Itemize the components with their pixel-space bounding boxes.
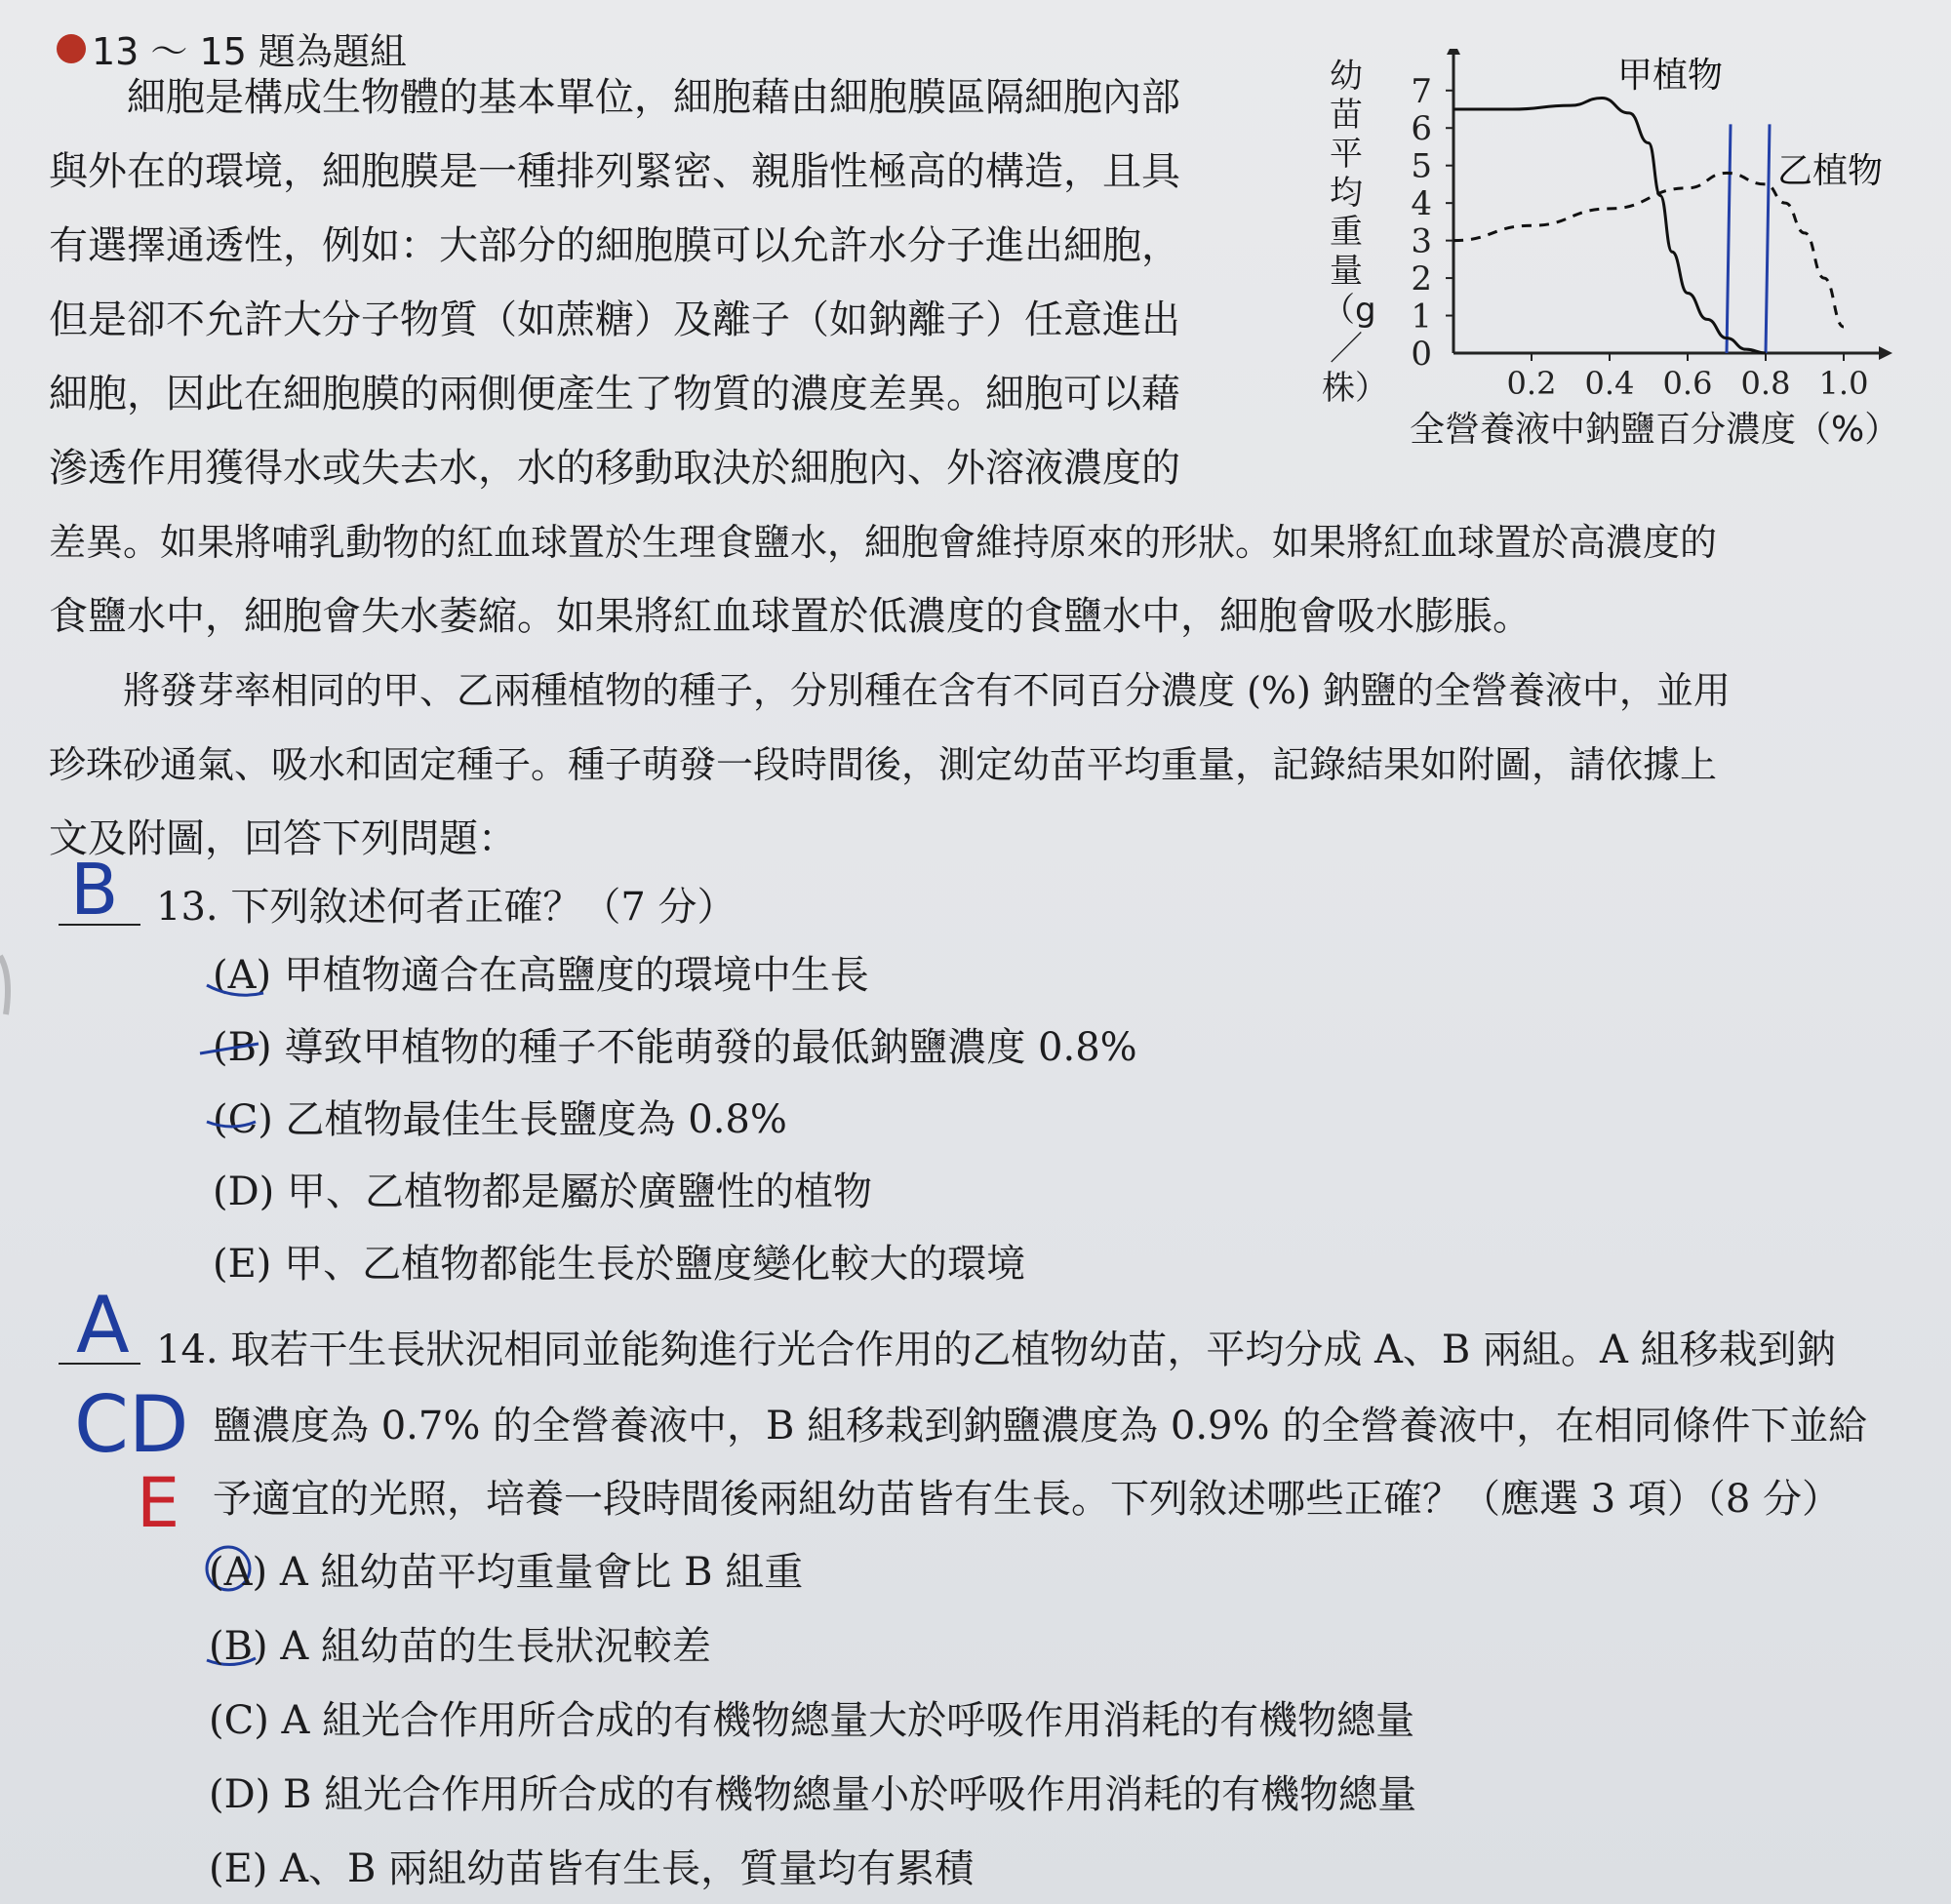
- q14-option-b[interactable]: (B) A 組幼苗的生長狀況較差: [209, 1624, 711, 1669]
- strike-mark: [207, 1122, 256, 1127]
- q14-option-e[interactable]: (E) A、B 兩組幼苗皆有生長，質量均有累積: [209, 1846, 975, 1891]
- q14-stem-line-1: 14. 取若干生長狀況相同並能夠進行光合作用的乙植物幼苗，平均分成 A、B 兩組。A 組移栽到鈉: [156, 1328, 1836, 1372]
- passage-line: 有選擇通透性，例如：大部分的細胞膜可以允許水分子進出細胞，: [49, 223, 1180, 268]
- q14-option-a[interactable]: (A) A 組幼苗平均重量會比 B 組重: [209, 1550, 804, 1595]
- passage-line: 文及附圖，回答下列問題：: [49, 816, 517, 861]
- q14-handwritten-correction: CD: [74, 1379, 189, 1470]
- x-tick-label: 0.4: [1584, 365, 1635, 402]
- q13-option-a[interactable]: (A) 甲植物適合在高鹽度的環境中生長: [213, 953, 869, 998]
- q14-stem-line-3: 予適宜的光照，培養一段時間後兩組幼苗皆有生長。下列敘述哪些正確？（應選 3 項）（8 分）: [213, 1477, 1842, 1522]
- q13-option-c[interactable]: (C) 乙植物最佳生長鹽度為 0.8%: [213, 1097, 787, 1142]
- y-tick-label: 4: [1411, 184, 1432, 224]
- passage-line: 滲透作用獲得水或失去水，水的移動取決於細胞內、外溶液濃度的: [49, 446, 1180, 491]
- chart-y-axis-label: 幼苗平均重量（g／株）: [1322, 57, 1388, 408]
- strike-mark: [200, 1044, 259, 1053]
- chart-x-axis-label: 全營養液中鈉鹽百分濃度（%）: [1410, 410, 1900, 450]
- passage-line: 食鹽水中，細胞會失水萎縮。如果將紅血球置於低濃度的食鹽水中，細胞會吸水膨脹。: [49, 594, 1532, 639]
- y-tick-label: 0: [1411, 335, 1432, 374]
- series-label-jia: 甲植物: [1617, 55, 1724, 96]
- q14-handwritten-answer: A: [76, 1280, 130, 1370]
- passage-line: 細胞是構成生物體的基本單位，細胞藉由細胞膜區隔細胞內部: [49, 75, 1180, 120]
- strike-mark: [207, 985, 263, 995]
- q14-handwritten-correction-red: E: [137, 1463, 180, 1543]
- y-tick-label: 1: [1411, 297, 1432, 337]
- q14-stem-line-2: 鹽濃度為 0.7% 的全營養液中，B 組移栽到鈉鹽濃度為 0.9% 的全營養液中，在相同條件下並給: [213, 1404, 1868, 1448]
- y-tick-label: 6: [1411, 109, 1432, 149]
- y-tick-label: 7: [1411, 71, 1432, 111]
- series-label-yi: 乙植物: [1777, 151, 1884, 191]
- passage-line: 但是卻不允許大分子物質（如蔗糖）及離子（如鈉離子）任意進出: [49, 298, 1180, 342]
- y-tick-label: 3: [1411, 221, 1432, 261]
- x-tick-label: 0.8: [1740, 365, 1791, 402]
- q14-option-c[interactable]: (C) A 組光合作用所合成的有機物總量大於呼吸作用消耗的有機物總量: [209, 1698, 1415, 1743]
- passage-line: 珍珠砂通氣、吸水和固定種子。種子萌發一段時間後，測定幼苗平均重量，記錄結果如附圖，請依據上: [49, 743, 1718, 786]
- passage-line: 將發芽率相同的甲、乙兩種植物的種子，分別種在含有不同百分濃度 (%) 鈉鹽的全營養液中，並用: [49, 669, 1731, 712]
- q13-option-d[interactable]: (D) 甲、乙植物都是屬於廣鹽性的植物: [213, 1170, 872, 1214]
- passage-line: 細胞，因此在細胞膜的兩側便產生了物質的濃度差異。細胞可以藉: [49, 372, 1180, 416]
- x-tick-label: 0.2: [1506, 365, 1557, 402]
- x-tick-label: 1.0: [1818, 365, 1869, 402]
- heading-text: 13 ～ 15 題為題組: [92, 30, 407, 73]
- pen-mark: [0, 956, 8, 1014]
- q14-option-d[interactable]: (D) B 組光合作用所合成的有機物總量小於呼吸作用消耗的有機物總量: [209, 1772, 1417, 1817]
- y-tick-label: 2: [1411, 259, 1432, 299]
- x-tick-label: 0.6: [1662, 365, 1713, 402]
- q13-option-e[interactable]: (E) 甲、乙植物都能生長於鹽度變化較大的環境: [213, 1242, 1026, 1287]
- q13-stem: 13. 下列敘述何者正確？（7 分）: [156, 885, 737, 930]
- y-tick-label: 5: [1411, 146, 1432, 186]
- passage-line: 差異。如果將哺乳動物的紅血球置於生理食鹽水，細胞會維持原來的形狀。如果將紅血球置於高濃度的: [49, 521, 1718, 564]
- q13-handwritten-answer: B: [70, 849, 119, 931]
- q13-option-b[interactable]: (B) 導致甲植物的種子不能萌發的最低鈉鹽濃度 0.8%: [213, 1025, 1137, 1070]
- passage-line: 與外在的環境，細胞膜是一種排列緊密、親脂性極高的構造，且具: [49, 149, 1180, 194]
